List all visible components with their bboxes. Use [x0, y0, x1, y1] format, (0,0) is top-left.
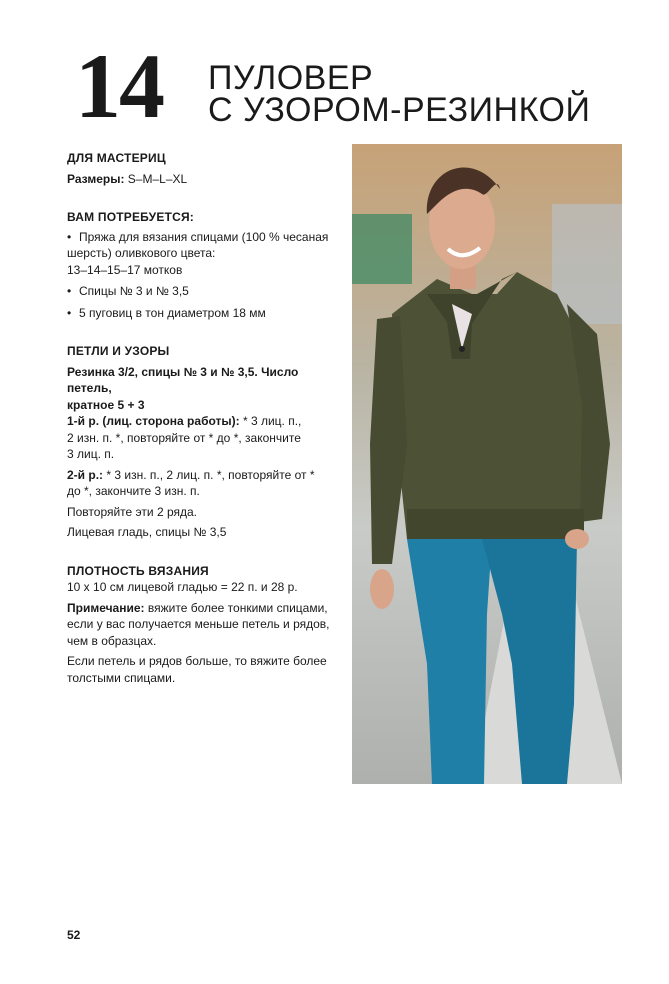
- row1-line-1: [67, 413, 339, 430]
- model-photo: [352, 144, 622, 784]
- yarn-line-1: • Пряжа для вязания спицами (100 % чесаная: [79, 229, 329, 244]
- note-label: Примечание:: [67, 600, 145, 615]
- row2-text: * 3 изн. п., 2 лиц. п. *, повторяйте от *: [103, 467, 315, 482]
- row2-line-2: до *, закончите 3 изн. п.: [67, 484, 200, 498]
- materials-yarn-item: [67, 229, 339, 246]
- note-line-3: чем в образцах.: [67, 633, 157, 648]
- more-line-2: толстыми спицами.: [67, 670, 176, 685]
- yarn-line-2: шерсть) оливкового цвета:: [67, 246, 216, 260]
- sweater-rib-hem: [407, 509, 584, 539]
- row1-text: * 3 лиц. п.,: [239, 414, 302, 428]
- note-line-1: [67, 600, 339, 617]
- stockinette-line: Лицевая гладь, спицы № 3,5: [67, 525, 227, 539]
- row1-label: 1-й р. (лиц. сторона работы):: [67, 414, 240, 428]
- right-hand: [565, 529, 589, 549]
- repeat-line: Повторяйте эти 2 ряда.: [67, 504, 198, 519]
- gauge-value: 10 х 10 см лицевой гладью = 22 п. и 28 р.: [67, 580, 298, 594]
- row2-line-1: [67, 467, 339, 484]
- title-line-2: С УЗОРОМ-РЕЗИНКОЙ: [208, 91, 591, 129]
- sizes-value: S–M–L–XL: [124, 171, 188, 186]
- stitches-heading: ПЕТЛИ И УЗОРЫ: [67, 344, 170, 358]
- title-line-1: ПУЛОВЕР: [208, 59, 374, 97]
- left-hand: [370, 569, 394, 609]
- rib-line-2: кратное 5 + 3: [67, 397, 145, 412]
- sizes-label: Размеры:: [67, 171, 125, 186]
- row1-line-2: 2 изн. п. *, повторяйте от * до *, закончите: [67, 430, 301, 445]
- background-green-wall: [352, 214, 412, 284]
- pattern-number: 14: [75, 35, 163, 137]
- materials-needles-item: • Спицы № 3 и № 3,5: [67, 283, 339, 300]
- note-line-2: если у вас получается меньше петель и рядов,: [67, 617, 330, 631]
- gauge-heading: ПЛОТНОСТЬ ВЯЗАНИЯ: [67, 563, 209, 578]
- page-header: [75, 35, 635, 137]
- sizes-line: [67, 171, 339, 188]
- more-line-1: Если петель и рядов больше, то вяжите более: [67, 654, 327, 668]
- instructions-column: [67, 150, 339, 686]
- rib-line-1: Резинка 3/2, спицы № 3 и № 3,5. Число петель,: [67, 364, 299, 395]
- yarn-line-3: 13–14–15–17 мотков: [67, 262, 183, 277]
- materials-heading: ВАМ ПОТРЕБУЕТСЯ:: [67, 210, 194, 224]
- sweater-body: [392, 272, 584, 539]
- materials-buttons-item: • 5 пуговиц в тон диаметром 18 мм: [67, 305, 339, 322]
- page-number: 52: [67, 928, 81, 942]
- model-illustration: [352, 144, 622, 784]
- sweater-button: [459, 346, 465, 352]
- page-title: [208, 59, 591, 129]
- row1-line-3: 3 лиц. п.: [67, 447, 115, 461]
- row2-label: 2-й р.:: [67, 467, 104, 482]
- note-text: вяжите более тонкими спицами,: [144, 600, 328, 615]
- level-heading: ДЛЯ МАСТЕРИЦ: [67, 151, 166, 165]
